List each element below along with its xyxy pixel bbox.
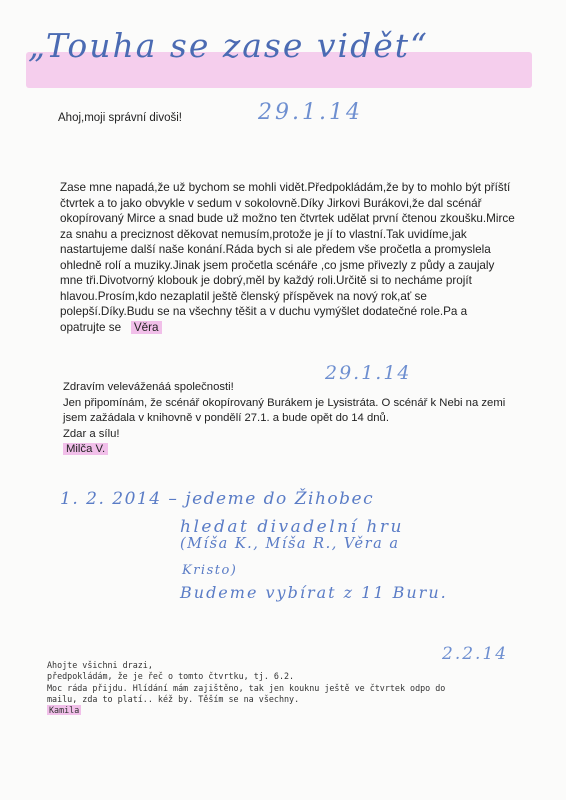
handwritten-line-5: Budeme vybírat z 11 Buru.: [180, 583, 448, 602]
letter3-line-4: mailu, zda to platí.. kéž by. Těším se na všechny.: [47, 693, 300, 704]
letter1-text: Zase mne napadá,že už bychom se mohli vidět.Předpokládám,že by to mohlo být příští čtvrtek a to jako obvykle v sedum v sokolovně.Díky Jirkovi Burákovi,že dal scénář okopírovaný Mirce a snad bude už možno ten čtvrtek udělat první čtenou zkoušku.Mirce za snahu a preciznost děkovat nemusím,protože je jí to vlastní.Tak uvidíme,jak nastartujeme další naše konání.Ráda bych si ale předem vše pročetla a promyslela ohledně rolí a muziky.Jinak jsem pročetla scénáře ,co jsme přivezly z půdy a zaujaly mne tři.Divotvorný klobouk je dobrý,měl by každý roli.Určitě si to necháme projít hlavou.Prosím,kdo nezaplatil ještě členský příspěvek na nový rok,ať se polepší.Díky.Budu se na všechny těšit a v duchu vymýšlet dodatečné role.Pa a opatrujte se: [60, 181, 515, 334]
letter3-signature: Kamila: [49, 705, 80, 716]
letter2-body: [63, 380, 513, 458]
date-29-1-14-second: 29.1.14: [325, 362, 412, 384]
letter3-line-3: Moc ráda přijdu. Hlídání mám zajištěno, tak jen kouknu ještě ve čtvrtek odpo do: [47, 682, 446, 693]
letter3-line-1: Ahojte všichni drazi,: [47, 660, 153, 670]
letter3-body: [47, 660, 507, 716]
date-29-1-14-first: 29.1.14: [258, 100, 363, 125]
handwritten-line-2: hledat divadelní hru: [180, 517, 404, 537]
handwritten-line-4: Kristo): [182, 563, 238, 578]
letter1-signature: Věra: [131, 321, 162, 334]
letter2-greeting: Zdravím veleváženáá společnosti!: [63, 381, 234, 393]
letter1-greeting: Ahoj,moji správní divoši!: [58, 112, 182, 124]
letter1-body: [60, 180, 515, 335]
letter2-signature: Milča V.: [63, 443, 108, 455]
handwritten-line-1: 1. 2. 2014 – jedeme do Žihobec: [60, 489, 375, 509]
date-2-2-14: 2.2.14: [442, 644, 509, 664]
handwritten-line-3: (Míša K., Míša R., Věra a: [180, 536, 400, 552]
letter2-closing: Zdar a sílu!: [63, 427, 120, 440]
page-title: „Touha se zase vidět“: [28, 26, 429, 65]
letter3-line-2: předpokládám, že je řeč o tomto čtvrtku, tj. 6.2.: [47, 671, 295, 682]
letter2-text: Jen připomínám, že scénář okopírovaný Burákem je Lysistráta. O scénář k Nebi na zemi jsem zažádala v knihovně v pondělí 27.1. a bude opět do 14 dnů.: [63, 396, 506, 425]
